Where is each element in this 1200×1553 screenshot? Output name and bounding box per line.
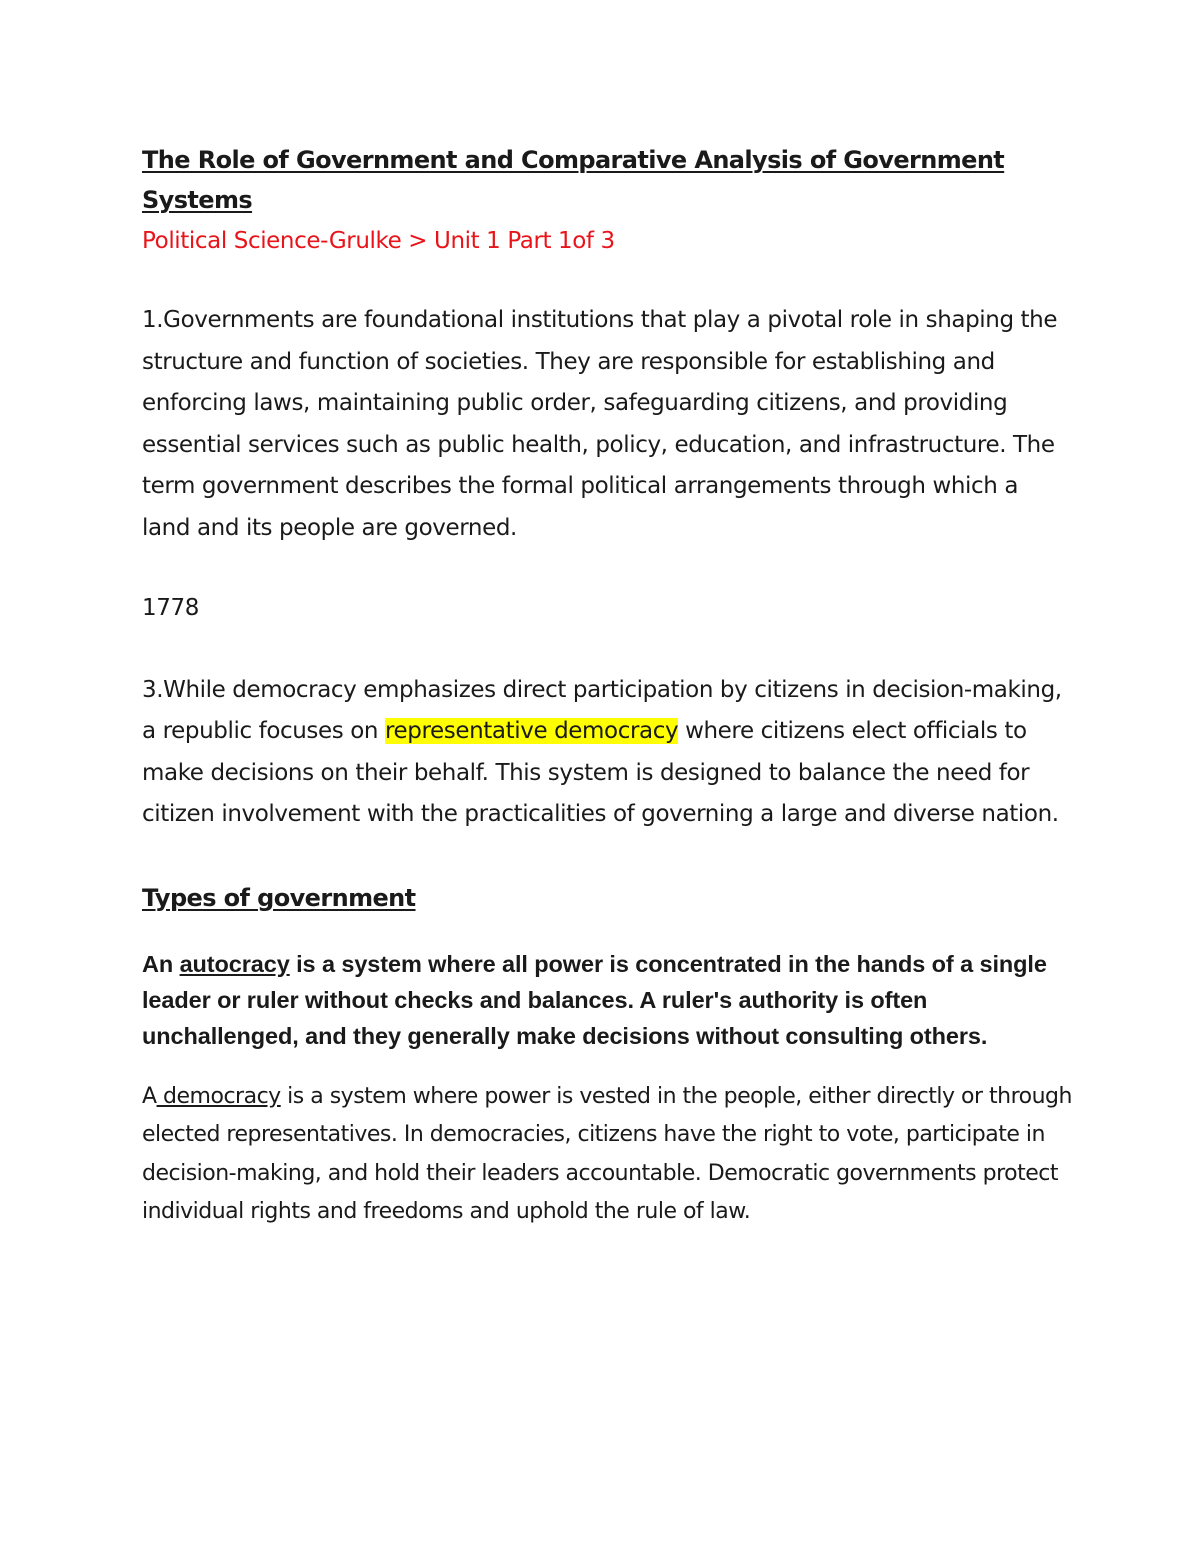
paragraph-1: 1.Governments are foundational institutions that play a pivotal role in shaping the structure and function of societies. They are responsible for establishing and enforcing laws, maintaining public order, safeguarding citizens, and providing essential services such as public health, policy, education, and infrastructure. The term government describes the formal political arrangements through which a land and its people are governed. [142, 307, 1058, 541]
democracy-prefix: A [142, 1083, 157, 1109]
types-of-government-heading: Types of government [142, 883, 416, 912]
paragraph-3-after: where citizens elect officials to make decisions on their behalf. This system is designed to balance the need for citizen involvement with the practicalities of governing a large and diverse nation. [142, 718, 1059, 827]
document-title: The Role of Government and Comparative Analysis of Government Systems [142, 146, 1005, 214]
paragraph-3 [142, 670, 1072, 836]
autocracy-paragraph [142, 946, 1072, 1054]
autocracy-prefix: An [142, 950, 180, 977]
autocracy-term: autocracy [179, 950, 290, 977]
highlighted-term: representative democracy [385, 718, 679, 744]
democracy-paragraph [142, 1078, 1072, 1232]
autocracy-rest: is a system where all power is concentrated in the hands of a single leader or ruler without checks and balances. A ruler's authority is often unchallenged, and they generally make decisions without consulting others. [142, 950, 1047, 1049]
democracy-term: democracy [156, 1083, 281, 1109]
year-text: 1778 [142, 595, 199, 621]
democracy-rest: is a system where power is vested in the people, either directly or through elected representatives. In democracies, citizens have the right to vote, participate in decision-making, and hold their leaders accountable. Democratic governments protect individual rights and freedoms and uphold the rule of law. [142, 1083, 1072, 1224]
paragraph-3-before: 3.While democracy emphasizes direct participation by citizens in decision-making, a republic focuses on [142, 676, 1062, 744]
document-page [142, 140, 1072, 1232]
breadcrumb: Political Science-Grulke > Unit 1 Part 1of 3 [142, 228, 615, 254]
